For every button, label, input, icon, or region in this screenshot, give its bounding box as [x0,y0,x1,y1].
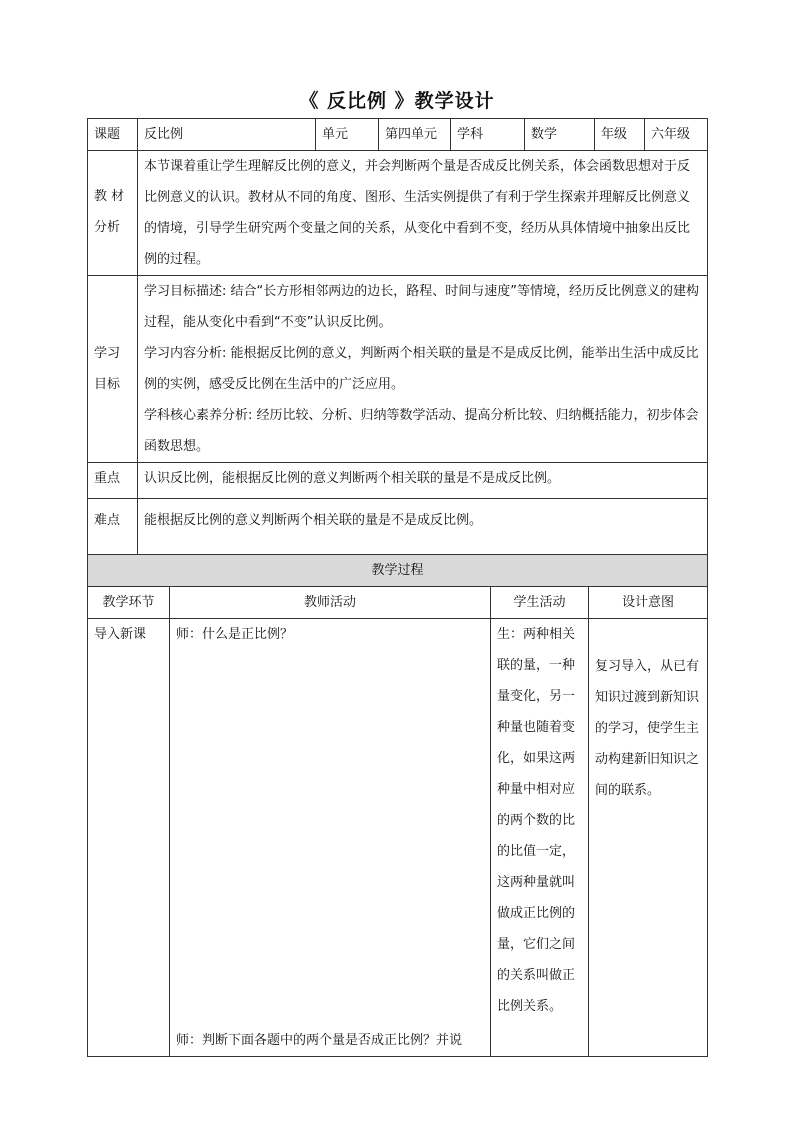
analysis-text: 本节课着重让学生理解反比例的意义，并会判断两个量是否成反比例关系，体会函数思想对于反比例意义的认识。教材从不同的角度、图形、生活实例提供了有利于学生探索并理解反比例意义的情境，引导学生研究两个变量之间的关系，从变化中看到不变，经历从具体情境中抽象出反比例的过程。 [138,151,708,276]
difficulty-label: 难点 [88,499,138,556]
student-activity: 生：两种相关联的量，一种量变化，另一种量也随着变化，如果这两种量中相对应的两个数的比的比值一定，这两种量就叫做成正比例的量，它们之间的关系叫做正比例关系。 [491,619,589,1057]
subject-label: 学科 [451,119,525,151]
content-analysis: 学习内容分析: 能根据反比例的意义，判断两个相关联的量是不是成反比例，能举出生活中成反比例的实例，感受反比例在生活中的广泛应用。 [144,346,699,392]
core-literacy-analysis: 学科核心素养分析: 经历比较、分析、归纳等数学活动、提高分析比较、归纳概括能力，初步体会函数思想。 [144,408,699,454]
analysis-label-1: 教 材 [94,189,125,204]
topic-value: 反比例 [138,119,316,151]
col-intent: 设计意图 [589,587,708,619]
col-student: 学生活动 [491,587,589,619]
grade-label: 年级 [595,119,645,151]
key-point-text: 认识反比例，能根据反比例的意义判断两个相关联的量是不是成反比例。 [138,463,708,499]
unit-label: 单元 [316,119,379,151]
objective-description: 学习目标描述: 结合“长方形相邻两边的边长，路程、时间与速度”等情境，经历反比例意义的建构过程，能从变化中看到“不变”认识反比例。 [144,284,699,330]
design-intent: 复习导入，从已有知识过渡到新知识的学习，使学生主动构建新旧知识之间的联系。 [589,619,708,1057]
subject-value: 数学 [525,119,595,151]
grade-value: 六年级 [645,119,708,151]
difficulty-text: 能根据反比例的意义判断两个相关联的量是不是成反比例。 [138,499,708,556]
key-point-label: 重点 [88,463,138,499]
teacher-question-1: 师：什么是正比例？ [176,627,294,642]
process-table [87,554,708,1057]
info-table [87,118,708,556]
topic-label: 课题 [88,119,138,151]
document-title: 《 反比例 》教学设计 [299,90,495,112]
col-stage: 教学环节 [88,587,170,619]
unit-value: 第四单元 [379,119,451,151]
process-heading: 教学过程 [88,555,708,587]
analysis-label-2: 分析 [94,220,121,235]
stage-name: 导入新课 [88,619,170,1057]
objectives-label-1: 学习 [94,346,121,361]
col-teacher: 教师活动 [170,587,491,619]
teacher-question-2: 师：判断下面各题中的两个量是否成正比例？并说 [176,1033,463,1048]
objectives-label-2: 目标 [94,377,121,392]
